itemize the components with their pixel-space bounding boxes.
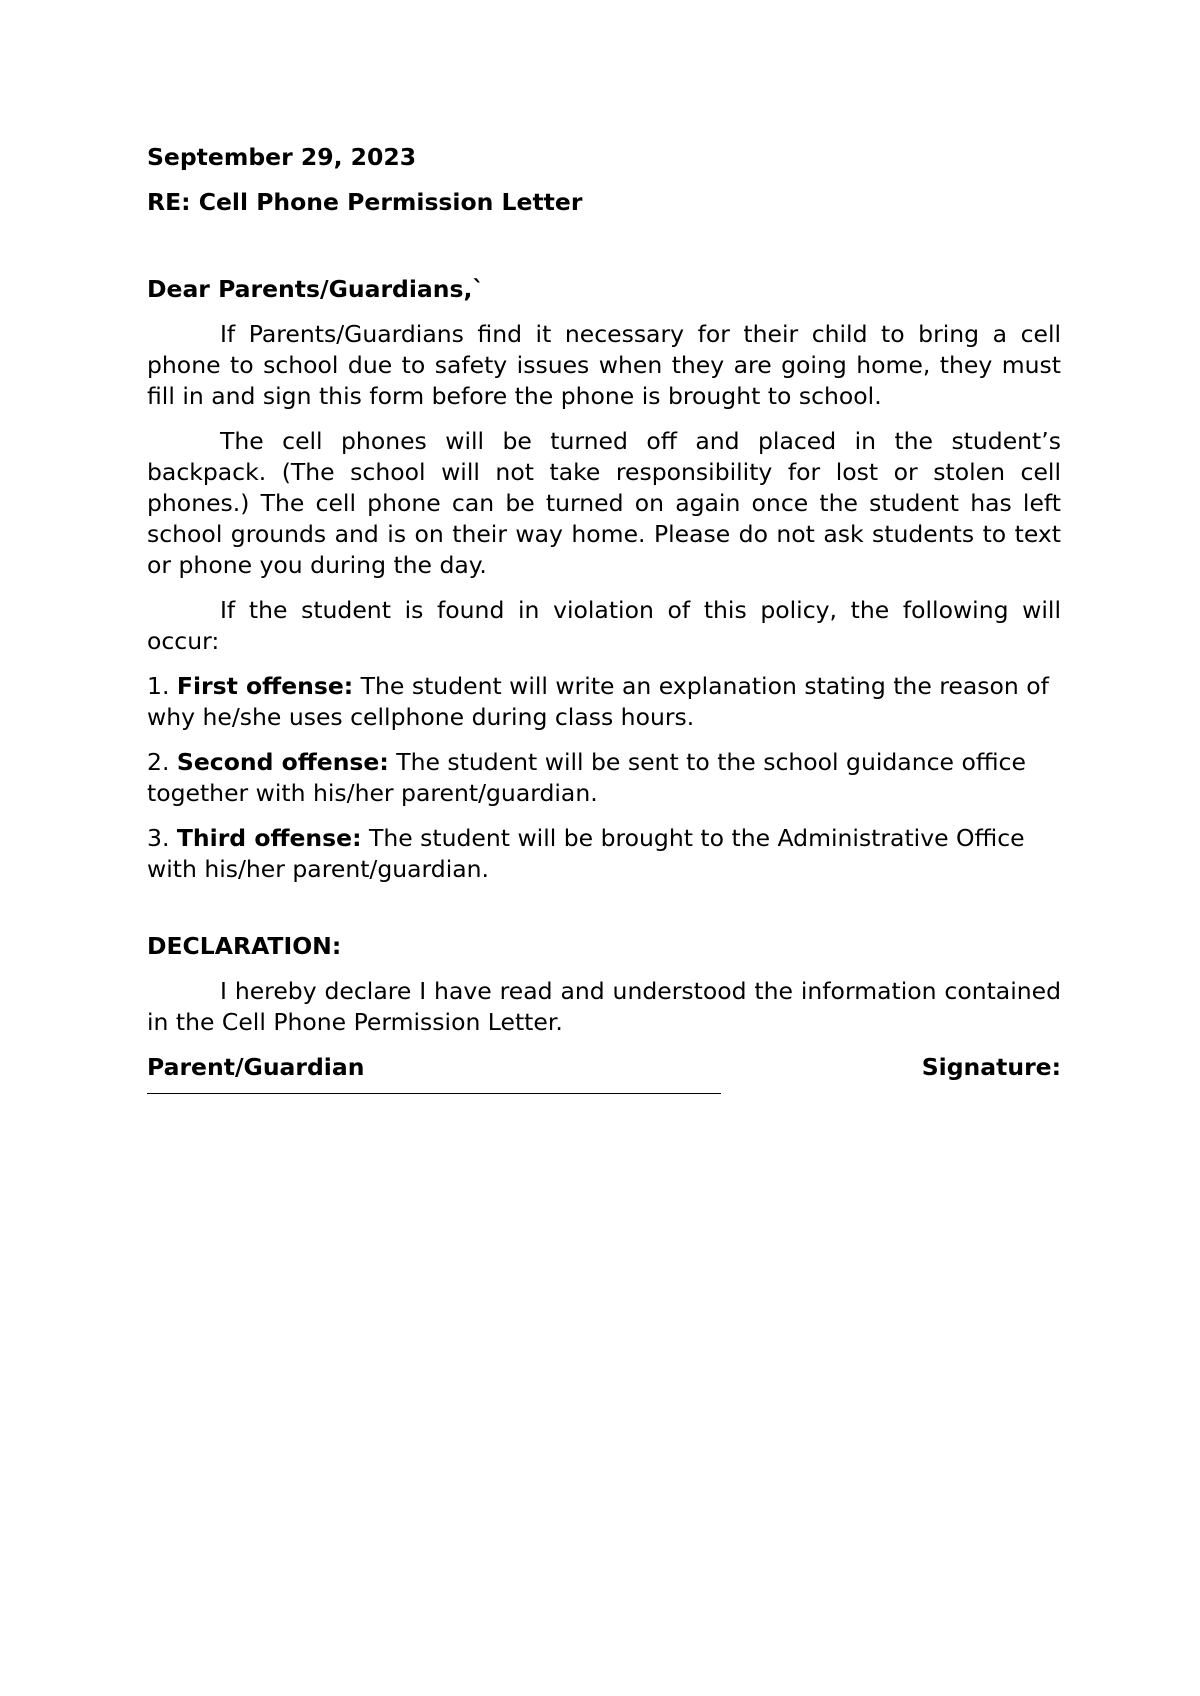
signature-row: [147, 1052, 1061, 1083]
parent-guardian-label: Parent/Guardian: [147, 1053, 365, 1081]
offense-label: Third offense:: [176, 824, 362, 852]
declaration-heading: DECLARATION:: [147, 932, 342, 960]
offense-item-third: [147, 823, 1061, 885]
paragraph-violation: If the student is found in violation of this policy, the following will occur:: [147, 596, 1061, 655]
declaration-text: I hereby declare I have read and understood the information contained in the Cell Phone Permission Letter.: [147, 977, 1061, 1036]
offense-text: The student will be brought to the Administrative Office with his/her parent/guardian.: [147, 824, 1025, 883]
offense-number: 3.: [147, 824, 170, 852]
letter-page: [147, 142, 1061, 1094]
signature-line[interactable]: [147, 1083, 721, 1094]
offense-label: First offense:: [176, 672, 354, 700]
offense-item-second: [147, 747, 1061, 809]
letter-subject: RE: Cell Phone Permission Letter: [147, 188, 583, 216]
offense-text: The student will be sent to the school guidance office together with his/her parent/guardian.: [147, 748, 1026, 807]
paragraph-intro: If Parents/Guardians find it necessary for their child to bring a cell phone to school due to safety issues when they are going home, they must fill in and sign this form before the phone is brought to school.: [147, 320, 1061, 410]
letter-date: September 29, 2023: [147, 143, 417, 171]
signature-label: Signature:: [921, 1053, 1061, 1081]
paragraph-policy: The cell phones will be turned off and placed in the student’s backpack. (The school will not take responsibility for lost or stolen cell phones.) The cell phone can be turned on again once the student has left school grounds and is on their way home. Please do not ask students to text or phone you during the day.: [147, 427, 1061, 579]
salutation: Dear Parents/Guardians,`: [147, 275, 485, 303]
offense-text: The student will write an explanation stating the reason of why he/she uses cellphone during class hours.: [147, 672, 1049, 731]
offense-number: 2.: [147, 748, 170, 776]
offense-item-first: [147, 671, 1061, 733]
offense-number: 1.: [147, 672, 170, 700]
offense-label: Second offense:: [176, 748, 389, 776]
